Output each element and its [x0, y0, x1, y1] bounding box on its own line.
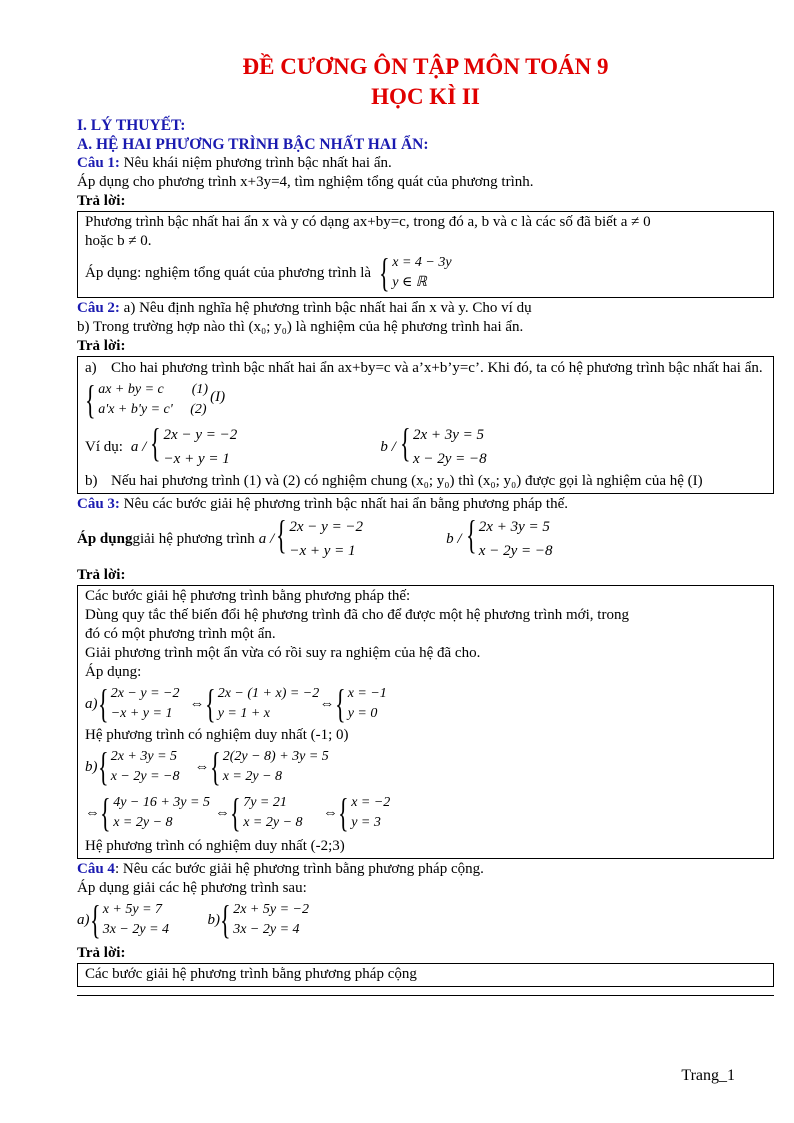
equation-line: ax + by = c (1) — [98, 382, 209, 397]
equation-line: y ∈ ℝ — [392, 275, 427, 290]
equation-line: −x + y = 1 — [110, 706, 173, 721]
apply-text: giải hệ phương trình — [132, 530, 255, 547]
answer-box-1 — [77, 211, 774, 298]
solution-a-label: a) — [85, 695, 98, 712]
equation-system: { x + 5y = 7 3x − 2y = 4 — [89, 897, 170, 942]
equation-line: x = 2y − 8 — [243, 815, 303, 830]
equation-line: x = −2 — [351, 795, 391, 810]
answer-label-3: Trả lời: — [77, 567, 126, 583]
equation-line: x = 4 − 3y — [392, 255, 452, 270]
equation-system: { 4y − 16 + 3y = 5 x = 2y − 8 — [100, 790, 210, 835]
example-a-label: a / — [258, 530, 275, 547]
equation-line: 2x − y = −2 — [163, 427, 238, 443]
equation-line: x = 2y − 8 — [113, 815, 173, 830]
equation-line: 2x − (1 + x) = −2 — [217, 686, 320, 701]
example-b-label: b / — [380, 438, 396, 455]
equation-line: 4y − 16 + 3y = 5 — [113, 795, 210, 810]
answer-label-4: Trả lời: — [77, 945, 126, 961]
answer-box-2 — [77, 356, 774, 494]
question-2-text: a) Nêu định nghĩa hệ phương trình bậc nhất hai ẩn x và y. Cho ví dụ — [119, 300, 532, 316]
equation-line: 2x + 3y = 5 — [412, 427, 485, 443]
example-label: Ví dụ: — [85, 438, 123, 455]
answer-4-line-1: Các bước giải hệ phương trình bằng phương pháp cộng — [85, 966, 417, 982]
equation-line: 2x + 3y = 5 — [478, 519, 550, 535]
question-3 — [77, 495, 774, 514]
equation-system: { 2x − y = −2 −x + y = 1 — [97, 681, 180, 726]
solution-b-label: b) — [85, 758, 98, 775]
equivalence-symbol: ⇔ — [194, 758, 210, 775]
answer-1-line-2: hoặc b ≠ 0. — [85, 233, 152, 249]
answer-3-line-3: đó có một phương trình một ẩn. — [85, 626, 276, 642]
equation-system: { 2x + 3y = 5 x − 2y = −8 — [97, 744, 180, 789]
equivalence-symbol: ⇔ — [189, 695, 205, 712]
equation-line: x − 2y = −8 — [478, 543, 553, 559]
equation-line: −x + y = 1 — [289, 543, 356, 559]
answer-2-part-b — [85, 472, 766, 491]
question-2 — [77, 299, 774, 318]
question-4-systems — [77, 898, 774, 942]
answer-box-4 — [77, 963, 774, 987]
equation-system: { 2x + 3y = 5 x − 2y = −8 — [400, 423, 487, 471]
equation-line: 3x − 2y = 4 — [102, 922, 170, 937]
equation-line: a'x + b'y = c' (2) — [98, 402, 207, 417]
question-4 — [77, 860, 774, 879]
answer-2-part-a — [85, 359, 766, 378]
answer-label-1: Trả lời: — [77, 193, 126, 209]
equation-line: 2(2y − 8) + 3y = 5 — [222, 749, 329, 764]
equation-system: { x = −1 y = 0 — [334, 681, 387, 726]
system-label: (I) — [210, 388, 226, 405]
footer-rule — [77, 995, 774, 996]
answer-1-line-1: Phương trình bậc nhất hai ẩn x và y có dạng ax+by=c, trong đó a, b và c là các số đã biết a ≠ 0 — [85, 214, 651, 230]
answer-3-line-1: Các bước giải hệ phương trình bằng phương pháp thế: — [85, 588, 411, 604]
equation-system: { 2x − y = −2 −x + y = 1 — [276, 515, 426, 563]
system-b-label: b) — [207, 911, 220, 928]
question-1-text: Nêu khái niệm phương trình bậc nhất hai ẩn. — [119, 155, 392, 171]
question-3-apply — [77, 514, 774, 564]
equation-line: 2x + 3y = 5 — [110, 749, 178, 764]
equation-system: { 2x − y = −2 −x + y = 1 — [150, 423, 320, 471]
equation-line: y = 0 — [347, 706, 378, 721]
answer-3-line-2: Dùng quy tắc thế biến đổi hệ phương trình đã cho để được một hệ phương trình mới, trong — [85, 607, 629, 623]
list-marker: b) — [85, 473, 98, 489]
equation-line: 7y = 21 — [243, 795, 287, 810]
question-4-label: Câu 4 — [77, 861, 115, 877]
equation-system: { 2x − (1 + x) = −2 y = 1 + x — [204, 681, 320, 726]
example-a-label: a / — [130, 438, 147, 455]
question-3-label: Câu 3: — [77, 496, 120, 512]
system-a-label: a) — [77, 911, 90, 928]
equation-line: −x + y = 1 — [163, 451, 230, 467]
apply-label: Áp dụng — [77, 530, 133, 547]
answer-2-part-a-text: Cho hai phương trình bậc nhất hai ẩn ax+by=c và a’x+b’y=c’. Khi đó, ta có hệ phương trình bậc nhất hai ẩn. — [111, 360, 763, 376]
equivalence-symbol: ⇔ — [319, 695, 335, 712]
equation-system: { x = −2 y = 3 — [338, 790, 391, 835]
answer-box-3 — [77, 585, 774, 859]
answer-label-2: Trả lời: — [77, 338, 126, 354]
answer-1-apply: Áp dụng: nghiệm tổng quát của phương trình là — [85, 264, 372, 281]
solution-a — [85, 682, 766, 726]
section-a-heading: A. HỆ HAI PHƯƠNG TRÌNH BẬC NHẤT HAI ẨN: — [77, 136, 429, 153]
equivalence-symbol: ⇔ — [85, 804, 100, 821]
question-3-text: Nêu các bước giải hệ phương trình bậc nhất hai ẩn bằng phương pháp thế. — [119, 496, 568, 512]
equation-line: 2x − y = −2 — [289, 519, 364, 535]
question-1-apply: Áp dụng cho phương trình x+3y=4, tìm nghiệm tổng quát của phương trình. — [77, 174, 534, 190]
question-2-label: Câu 2: — [77, 300, 120, 316]
page-number: Trang_1 — [681, 1067, 735, 1084]
equation-line: x = −1 — [347, 686, 387, 701]
equivalence-symbol: ⇔ — [323, 804, 338, 821]
equation-line: 2x + 5y = −2 — [233, 902, 309, 917]
document-title: ĐỀ CƯƠNG ÔN TẬP MÔN TOÁN 9 — [242, 54, 609, 79]
example-b-label: b / — [446, 530, 462, 547]
equation-line: y = 3 — [351, 815, 381, 830]
equation-line: x = 2y − 8 — [222, 769, 283, 784]
question-1 — [77, 154, 774, 173]
equation-line: x − 2y = −8 — [110, 769, 180, 784]
equation-line: x + 5y = 7 — [102, 902, 163, 917]
solution-b-step-1 — [85, 745, 766, 789]
equation-system: { 2x + 5y = −2 3x − 2y = 4 — [220, 897, 309, 942]
answer-2-part-b-text: Nếu hai phương trình (1) và (2) có nghiệm chung (x₀; y₀) thì (x₀; y₀) được gọi là nghiệm của hệ (I) — [111, 473, 703, 489]
answer-3-line-4: Giải phương trình một ẩn vừa có rồi suy ra nghiệm của hệ đã cho. — [85, 645, 481, 661]
equation-system: { x = 4 − 3y y ∈ ℝ — [379, 250, 452, 295]
equation-line: 3x − 2y = 4 — [233, 922, 300, 937]
solution-b-result: Hệ phương trình có nghiệm duy nhất (-2;3) — [85, 838, 345, 854]
question-1-label: Câu 1: — [77, 155, 120, 171]
equivalence-symbol: ⇔ — [215, 804, 230, 821]
solution-b-step-2 — [85, 789, 766, 837]
answer-3-line-5: Áp dụng: — [85, 664, 142, 680]
document-page — [77, 48, 774, 996]
equation-system: { 7y = 21 x = 2y − 8 — [230, 790, 303, 835]
section-theory-heading: I. LÝ THUYẾT: — [77, 117, 186, 134]
equation-system: { 2x + 3y = 5 x − 2y = −8 — [466, 515, 553, 563]
equation-line: 2x − y = −2 — [110, 686, 180, 701]
question-4-apply: Áp dụng giải các hệ phương trình sau: — [77, 880, 307, 896]
solution-a-result: Hệ phương trình có nghiệm duy nhất (-1; 0) — [85, 727, 349, 743]
equation-system: { ax + by = c (1) a'x + b'y = c' (2) — [85, 377, 209, 422]
list-marker: a) — [85, 360, 97, 376]
question-4-text: : Nêu các bước giải hệ phương trình bằng phương pháp cộng. — [114, 861, 484, 877]
equation-system: { 2(2y − 8) + 3y = 5 x = 2y − 8 — [209, 744, 329, 789]
question-2-part-b: b) Trong trường hợp nào thì (x₀; y₀) là nghiệm của hệ phương trình hai ẩn. — [77, 319, 524, 335]
equation-line: y = 1 + x — [217, 706, 271, 721]
document-subtitle: HỌC KÌ II — [371, 84, 480, 109]
equation-line: x − 2y = −8 — [412, 451, 487, 467]
